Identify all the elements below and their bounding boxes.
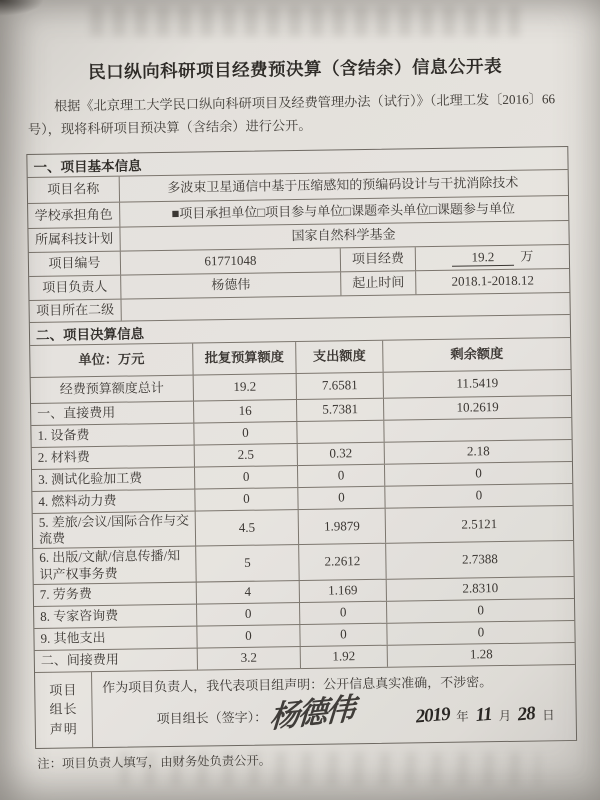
row-spent: 0: [297, 465, 384, 487]
date-month: 11: [474, 703, 493, 726]
row-spent: 1.169: [299, 580, 386, 602]
row-remain: 11.5419: [383, 370, 571, 398]
row-spent: 0.32: [297, 443, 384, 465]
row-name: 8. 专家咨询费: [40, 608, 119, 625]
row-remain: 2.18: [384, 440, 572, 464]
school-role-value: ■项目承担单位□项目参与单位□课题牵头单位□课题参与单位: [119, 196, 566, 227]
leader-label: 项目负责人: [42, 279, 108, 296]
footer-note: 注：项目负责人填写，由财务处负责公开。: [37, 753, 272, 771]
col-spent: 支出额度: [295, 341, 382, 373]
row-spent: 1.9879: [298, 509, 385, 544]
row-budget: 19.2: [193, 374, 296, 401]
project-number-value: 61771048: [120, 248, 340, 274]
fund-value-cell: [415, 245, 569, 270]
row-spent: 2.2612: [298, 544, 386, 580]
row-name: 6. 出版/文献/信息传播/知识产权事务费: [39, 548, 181, 582]
date-day: 28: [517, 702, 536, 725]
date-day-suffix: 日: [542, 707, 555, 723]
row-budget: 5: [195, 545, 299, 582]
row-budget: 2.5: [194, 444, 297, 467]
col-unit: 单位：万元: [78, 351, 145, 368]
dept-label: 项目所在二级: [36, 302, 115, 319]
statement-declaration: 作为项目负责人，我代表项目组声明：公开信息真实准确，不涉密。: [102, 674, 493, 695]
date-year: 2019: [414, 703, 450, 728]
row-budget: 16: [193, 400, 296, 423]
row-budget: 0: [196, 603, 299, 626]
row-name: 7. 劳务费: [39, 586, 92, 603]
row-remain: 0: [386, 621, 574, 645]
row-spent: 0: [299, 602, 386, 624]
row-spent: 7.6581: [296, 373, 383, 399]
period-value: 2018.1-2018.12: [415, 269, 569, 294]
row-budget: 0: [194, 488, 297, 511]
row-budget: 0: [193, 422, 296, 445]
project-name-label: 项目名称: [47, 181, 100, 198]
intro-paragraph: 根据《北京理工大学民口纵向科研项目及经费管理办法（试行）》（北理工发〔2016〕66 号），现将科研项目预决算（含结余）进行公开。: [27, 91, 556, 138]
statement-label-line3: 声明: [49, 720, 78, 737]
row-budget: 4: [196, 581, 299, 604]
fund-unit: 万: [520, 248, 534, 265]
row-remain: 2.5121: [385, 506, 573, 543]
row-name: 二、间接费用: [40, 652, 119, 669]
row-spent: 0: [297, 487, 384, 509]
date-month-suffix: 月: [498, 708, 512, 723]
row-remain: 10.2619: [383, 396, 571, 420]
document-title: 民口纵向科研项目经费预决算（含结余）信息公开表: [87, 55, 503, 83]
row-name: 4. 燃料动力费: [38, 493, 117, 510]
row-budget: 3.2: [197, 647, 300, 670]
row-name: 2. 材料费: [37, 449, 90, 466]
plan-value: 国家自然科学基金: [119, 221, 566, 251]
section2-header: 二、项目决算信息: [35, 326, 145, 343]
row-budget: 4.5: [195, 510, 298, 546]
handwritten-signature: 杨德伟: [268, 692, 355, 735]
row-name: 5. 差旅/会议/国际合作与交流费: [38, 512, 190, 546]
school-role-label: 学校承担角色: [34, 206, 113, 223]
col-budget: 批复预算额度: [192, 342, 295, 375]
row-spent: [296, 421, 383, 443]
statement-label: [35, 672, 92, 748]
form-table: [26, 146, 577, 749]
date-year-suffix: 年: [456, 709, 469, 724]
signature-label: 项目组长（签字）：: [156, 709, 268, 727]
row-spent: 5.7381: [296, 399, 383, 421]
row-remain: 0: [384, 462, 572, 486]
row-remain: [383, 418, 571, 442]
statement-body: [91, 665, 576, 747]
col-remain: 剩余额度: [382, 338, 570, 372]
fund-label: 项目经费: [340, 247, 415, 271]
row-name: 经费预算额度总计: [59, 380, 164, 397]
row-remain: 0: [386, 599, 574, 623]
fund-value: 19.2: [451, 249, 514, 267]
row-spent: 1.92: [300, 646, 387, 668]
row-remain: 2.8310: [386, 577, 574, 601]
row-name: 3. 测试化验加工费: [38, 470, 143, 488]
row-name: 一、直接费用: [37, 405, 116, 422]
row-remain: 0: [384, 484, 572, 508]
plan-label: 所属科技计划: [34, 231, 114, 248]
statement-label-line1: 项目: [49, 682, 78, 698]
project-number-label: 项目编号: [48, 255, 101, 272]
row-name: 1. 设备费: [37, 427, 90, 444]
row-remain: 2.7388: [385, 541, 573, 579]
leader-value: 杨德伟: [120, 272, 340, 298]
statement-row: [35, 664, 576, 748]
statement-label-line2: 组长: [49, 701, 78, 718]
row-remain: 1.28: [387, 643, 575, 667]
section1-header: 一、项目基本信息: [33, 158, 142, 175]
row-budget: 0: [196, 625, 299, 648]
handwritten-date: [415, 702, 562, 728]
period-label: 起止时间: [340, 271, 415, 295]
row-spent: 0: [299, 624, 386, 646]
row-budget: 0: [194, 466, 297, 489]
signature-line: [102, 692, 568, 740]
row-name: 9. 其他支出: [40, 630, 106, 647]
project-name-value: 多波束卫星通信中基于压缩感知的预编码设计与干扰消除技术: [119, 170, 566, 202]
